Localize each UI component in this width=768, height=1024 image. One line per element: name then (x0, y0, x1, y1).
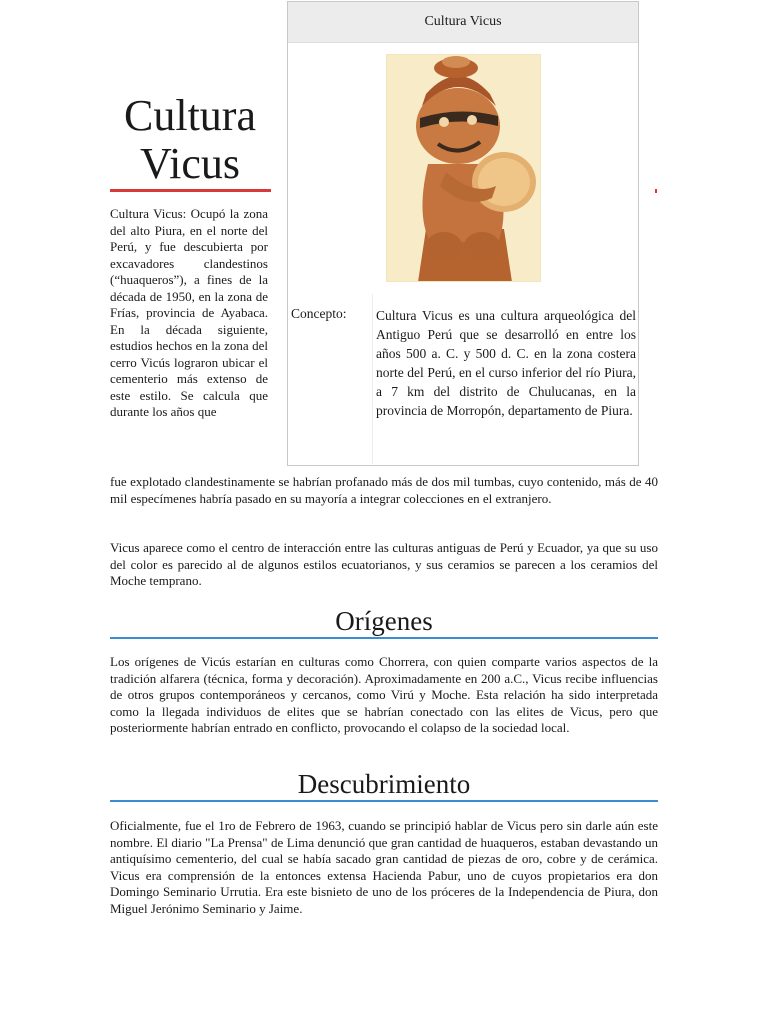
page-title: Cultura Vicus (124, 91, 256, 188)
descubrimiento-paragraph: Oficialmente, fue el 1ro de Febrero de 1963, cuando se principió hablar de Vicus pero sin darle aún este nombre. El diario "La Prensa" de Lima denunció que gran cantidad de huaqueros, estaban devastando un antiquísimo cementerio, del cual se había sacado gran cantidad de piezas de oro, cobre y de cerámica. Vicus era comprensión de la entonces extensa Hacienda Pabur, uno de cuyos propietarios era don Domingo Seminario Urrutia. Era este bisnieto de uno de los próceres de la Independencia de Piura, don Miguel Jerónimo Seminario y Jaime. (110, 818, 658, 916)
infobox-caption: Cultura Vicus (288, 2, 638, 43)
concept-text: Cultura Vicus es una cultura arqueológica del Antiguo Perú que se desarrolló en entre los años 500 a. C. y 500 d. C. en la zona costera norte del Perú, en el curso inferior del río Piura, a 7 km del distrito de Chulucanas, en la provincia de Morropón, departamento de Piura. (376, 308, 636, 418)
vicus-figurine-image (386, 54, 541, 282)
decorative-tick (655, 189, 657, 193)
title-underline (110, 189, 271, 192)
concept-label: Concepto: (291, 306, 347, 321)
infobox (287, 1, 639, 466)
section-rule-descubrimiento (110, 800, 658, 802)
intro-paragraph-continued: fue explotado clandestinamente se habrían profanado más de dos mil tumbas, cuyo contenido, más de 40 mil especímenes habría pasado en su mayoría a integrar colecciones en el extranjero. (110, 474, 658, 506)
heading-origenes: Orígenes (335, 606, 433, 636)
infobox-divider (372, 294, 373, 464)
intro-paragraph: Cultura Vicus: Ocupó la zona del alto Piura, en el norte del Perú, y fue descubierta por excavadores clandestinos (“huaqueros”), a fines de la década de 1950, en la zona de Frías, provincia de Ayabaca. En la década siguiente, estudios hechos en la zona del cerro Vicús lograron ubicar el cementerio más extenso de este estilo. Se calcula que durante los años que (110, 206, 268, 419)
interaction-paragraph: Vicus aparece como el centro de interacción entre las culturas antiguas de Perú y Ecuador, ya que su uso del color es parecido al de algunos estilos ecuatorianos, y sus ceramios se parecen a los ceramios del Moche temprano. (110, 540, 658, 588)
heading-descubrimiento: Descubrimiento (297, 769, 471, 799)
section-rule-origenes (110, 637, 658, 639)
origenes-paragraph: Los orígenes de Vicús estarían en culturas como Chorrera, con quien comparte varios aspectos de la tradición alfarera (técnica, forma y decoración). Aproximadamente en 200 a.C., Vicus recibe influencias de otros grupos contemporáneos y cercanos, como Virú y Moche. Esta relación ha sido interpretada como la llegada individuos de elites que se habrían conectado con las elites de Vicus, pero que posteriormente habrían entrado en conflicto, provocando el colapso de la sociedad local. (110, 654, 658, 735)
